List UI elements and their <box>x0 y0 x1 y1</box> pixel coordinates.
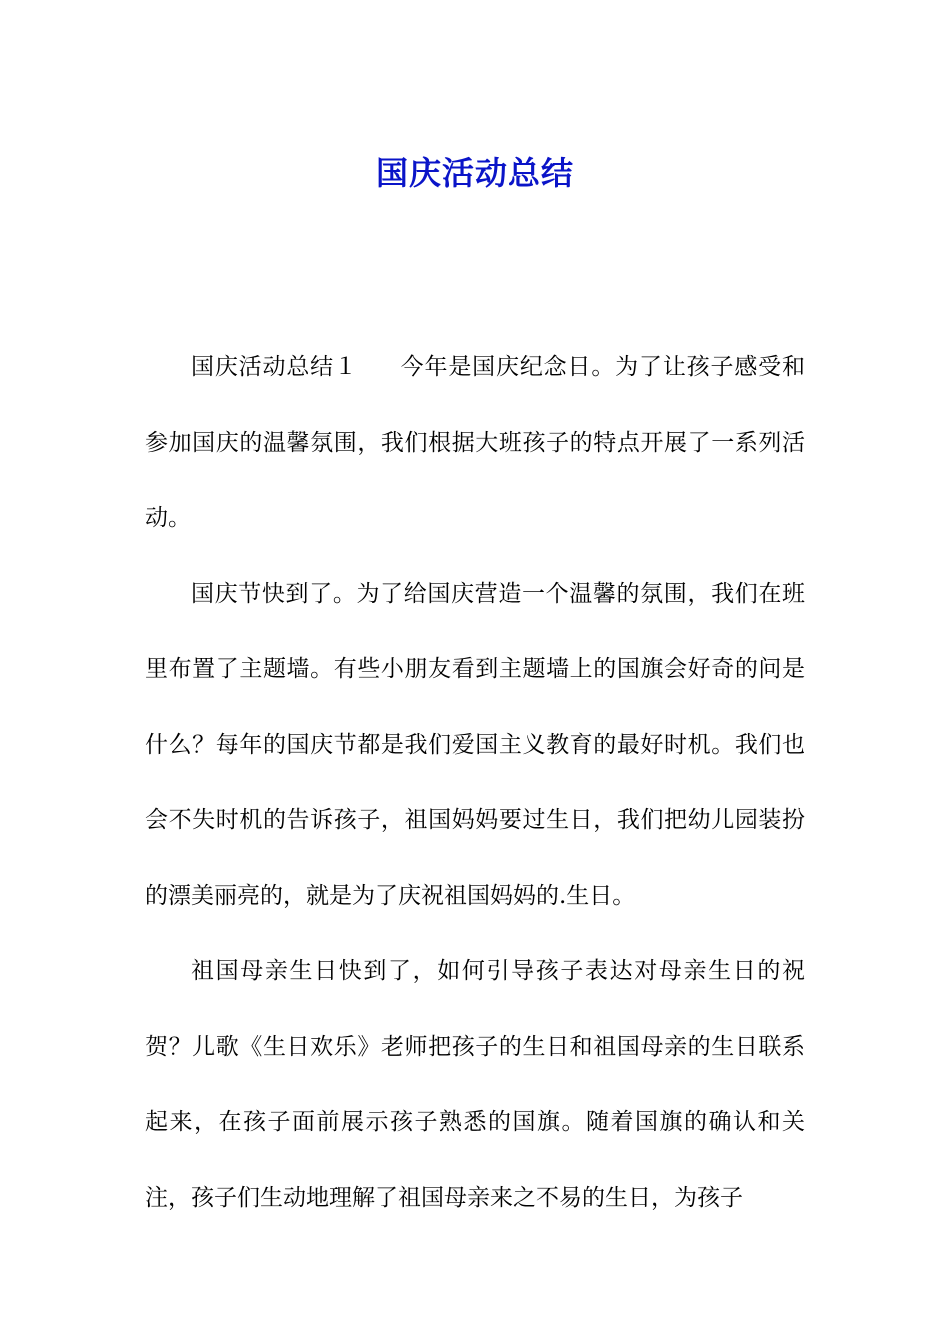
paragraph-1-text: 今年是国庆纪念日。为了让孩子感受和参加国庆的温馨氛围，我们根据大班孩子的特点开展了一系列活动。 <box>145 354 806 531</box>
document-title: 国庆活动总结 <box>375 154 574 193</box>
paragraph-1 <box>145 330 805 557</box>
paragraph-1-lead: 国庆活动总结１ <box>191 354 358 380</box>
paragraph-2: 国庆节快到了。为了给国庆营造一个温馨的氛围，我们在班里布置了主题墙。有些小朋友看到主题墙上的国旗会好奇的问是什么？每年的国庆节都是我们爱国主义教育的最好时机。我们也会不失时机的告诉孩子，祖国妈妈要过生日，我们把幼儿园装扮的漂美丽亮的，就是为了庆祝祖国妈妈的.生日。 <box>145 580 805 909</box>
paragraph-3: 祖国母亲生日快到了，如何引导孩子表达对母亲生日的祝贺？儿歌《生日欢乐》老师把孩子的生日和祖国母亲的生日联系起来，在孩子面前展示孩子熟悉的国旗。随着国旗的确认和关注，孩子们生动地理解了祖国母亲来之不易的生日，为孩子 <box>145 958 805 1211</box>
document-body <box>145 330 805 1236</box>
